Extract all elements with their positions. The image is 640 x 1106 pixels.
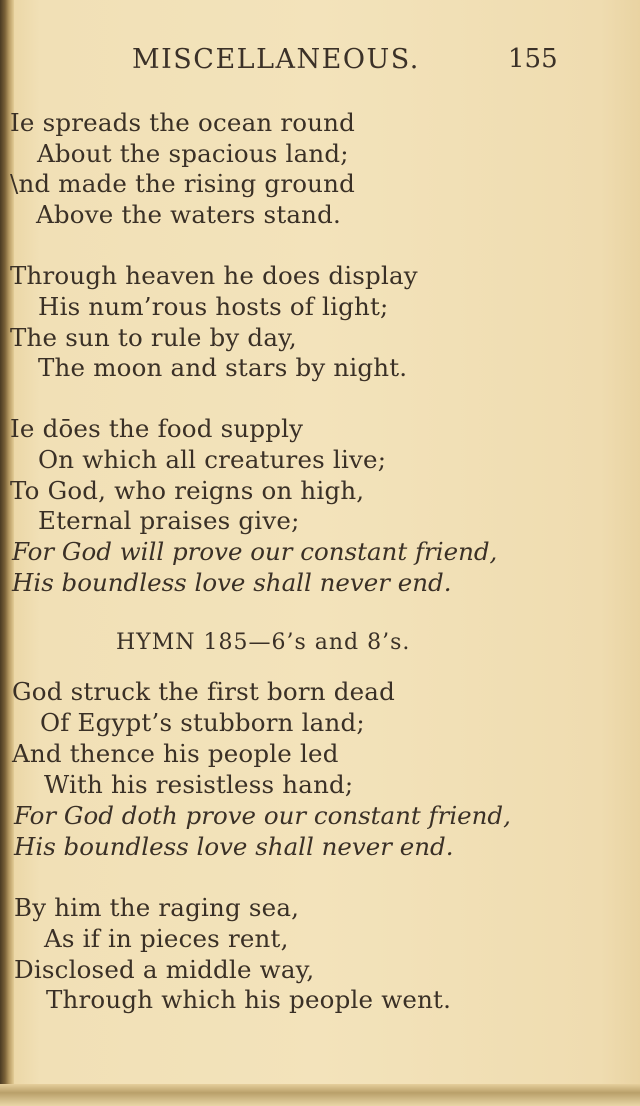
verse-line: Above the waters stand. <box>36 200 342 229</box>
refrain-line: For God will prove our constant friend, <box>12 537 498 566</box>
verse-line: Through which his people went. <box>46 985 452 1014</box>
verse-line: Eternal praises give; <box>38 506 300 535</box>
verse-line: Disclosed a middle way, <box>14 955 315 984</box>
running-title: MISCELLANEOUS. <box>132 44 420 75</box>
verse-line: \nd made the rising ground <box>10 169 356 198</box>
hymn-heading: HYMN 185—6’s and 8’s. <box>116 630 411 655</box>
verse-line: Ie spreads the ocean round <box>10 108 356 137</box>
refrain-line: His boundless love shall never end. <box>14 832 454 861</box>
page-number: 155 <box>508 44 558 74</box>
verse-line: His num’rous hosts of light; <box>38 292 389 321</box>
verse-line: Of Egypt’s stubborn land; <box>40 708 365 737</box>
refrain-line: His boundless love shall never end. <box>12 568 452 597</box>
verse-line: With his resistless hand; <box>44 770 354 799</box>
verse-line: The moon and stars by night. <box>38 353 408 382</box>
verse-line: To God, who reigns on high, <box>10 476 365 505</box>
verse-line: Through heaven he does display <box>10 261 418 290</box>
verse-line: The sun to rule by day, <box>10 323 297 352</box>
verse-line: And thence his people led <box>12 739 339 768</box>
verse-line: About the spacious land; <box>37 139 349 168</box>
page-bottom-edge <box>0 1084 640 1106</box>
verse-line: God struck the first born dead <box>12 677 395 706</box>
verse-line: As if in pieces rent, <box>44 924 289 953</box>
verse-line: On which all creatures live; <box>38 445 387 474</box>
refrain-line: For God doth prove our constant friend, <box>14 801 511 830</box>
verse-line: Ie dōes the food supply <box>10 414 304 443</box>
verse-line: By him the raging sea, <box>14 893 300 922</box>
